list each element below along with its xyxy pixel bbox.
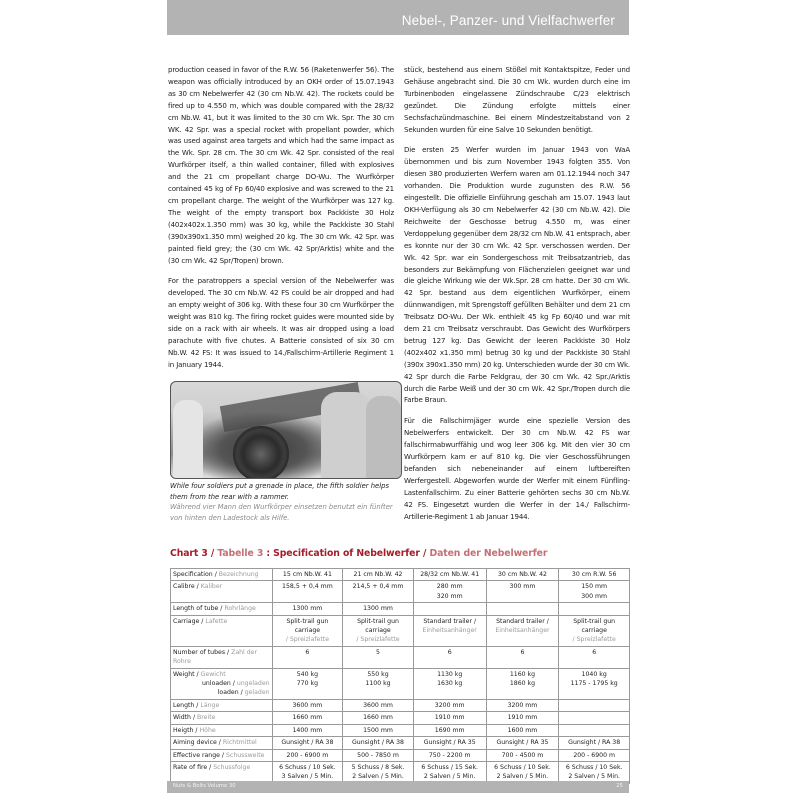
table-cell: 6 (413, 646, 486, 668)
table-cell: Gunsight / RA 38 (272, 737, 343, 749)
table-cell: 1130 kg 1630 kg (413, 668, 486, 699)
table-cell: 6 Schuss / 10 Sek. 3 Salven / 5 Min. (272, 761, 343, 783)
wheel-shape (233, 426, 289, 479)
table-cell: 30 cm R.W. 56 (559, 569, 630, 581)
table-cell: 28/32 cm Nb.W. 41 (413, 569, 486, 581)
header-bar (167, 0, 629, 35)
row-label: Weight / Gewicht unloaden / ungeladen loaden / geladen (171, 668, 273, 699)
table-cell: 5 (343, 646, 414, 668)
title-de-part: Tabelle 3 (217, 548, 264, 559)
table-cell: Standard trailer / Einheitsanhänger (486, 615, 559, 646)
page-number: 25 (616, 783, 623, 789)
table-cell: Gunsight / RA 35 (486, 737, 559, 749)
title-sep: / (207, 548, 218, 559)
table-cell: Split-trail gun carriage / Spreizlafette (343, 615, 414, 646)
table-row (171, 761, 630, 783)
title-sep: / (419, 548, 430, 559)
table-cell: 5 Schuss / 8 Sek. 2 Salven / 5 Min. (343, 761, 414, 783)
table-cell: 6 Schuss / 10 Sek. 2 Salven / 5 Min. (486, 761, 559, 783)
table-cell (559, 603, 630, 615)
table-row (171, 646, 630, 668)
table-cell: Standard trailer / Einheitsanhänger (413, 615, 486, 646)
caption-german: Während vier Mann den Wurfkörper einsetzen benutzt ein fünfter von hinten den Ladestock als Hilfe. (170, 503, 393, 522)
table-cell (486, 603, 559, 615)
title-colon: : (263, 548, 274, 559)
table-cell: 700 - 4500 m (486, 749, 559, 761)
row-label: Width / Breite (171, 712, 273, 724)
table-row (171, 724, 630, 736)
soldier-figure (366, 396, 401, 478)
table-row (171, 603, 630, 615)
table-cell: 15 cm Nb.W. 41 (272, 569, 343, 581)
table-cell: 500 - 7850 m (343, 749, 414, 761)
table-row (171, 737, 630, 749)
table-cell: 540 kg 770 kg (272, 668, 343, 699)
paragraph: For the paratroppers a special version of the Nebelwerfer was developed. The 30 cm Nb.W. 42 FS could be air dropped and had an empty weight of 306 kg. With these four 30 cm Wurfkörper the weight was 810 kg. The firing rocket guides were mounted side by side on a rack with air wheels. It was air dropped using a load parachute with five chutes. A Batterie consisted of six 30 cm Nb.W. 42 FS: It was issued to 14./Fallschirm-Artillerie Regiment 1 in January 1944. (168, 276, 394, 369)
chapter-title: Nebel-, Panzer- und Vielfachwerfer (401, 13, 615, 28)
table-cell: Split-trail gun carriage / Spreizlafette (272, 615, 343, 646)
table-cell: 280 mm 320 mm (413, 581, 486, 603)
table-cell: 1400 mm (272, 724, 343, 736)
title-de-part: Daten der Nebelwerfer (429, 548, 548, 559)
table-row (171, 569, 630, 581)
table-row (171, 581, 630, 603)
table-cell: Gunsight / RA 35 (413, 737, 486, 749)
table-cell: 150 mm 300 mm (559, 581, 630, 603)
table-cell: 1660 mm (272, 712, 343, 724)
table-cell: 3600 mm (343, 699, 414, 711)
table-cell: 6 (272, 646, 343, 668)
table-cell: 214,5 + 0,4 mm (343, 581, 414, 603)
spec-table (170, 568, 630, 784)
row-label: Heigth / Höhe (171, 724, 273, 736)
table-cell: Gunsight / RA 38 (559, 737, 630, 749)
table-cell: 30 cm Nb.W. 42 (486, 569, 559, 581)
title-en-part: Chart 3 (170, 548, 208, 559)
table-cell: 200 - 6900 m (272, 749, 343, 761)
soldier-figure (321, 392, 371, 478)
table-row (171, 668, 630, 699)
table-row (171, 615, 630, 646)
row-label: Carriage / Lafette (171, 615, 273, 646)
table-cell: 158,5 + 0,4 mm (272, 581, 343, 603)
right-text-column (404, 64, 630, 532)
table-cell: 1300 mm (343, 603, 414, 615)
row-label: Rate of fire / Schussfolge (171, 761, 273, 783)
table-row (171, 699, 630, 711)
table-cell: 6 (559, 646, 630, 668)
table-cell: 200 - 6900 m (559, 749, 630, 761)
row-label: Effective range / Schussweite (171, 749, 273, 761)
table-cell: 550 kg 1100 kg (343, 668, 414, 699)
table-row (171, 749, 630, 761)
table-cell: 21 cm Nb.W. 42 (343, 569, 414, 581)
row-label: Length of tube / Rohrlänge (171, 603, 273, 615)
caption-english: While four soldiers put a grenade in place, the fifth soldier helps them from the rear with a rammer. (170, 482, 389, 501)
table-row (171, 712, 630, 724)
table-cell (559, 724, 630, 736)
table-cell: 6 Schuss / 10 Sek. 2 Salven / 5 Min. (559, 761, 630, 783)
row-label: Length / Länge (171, 699, 273, 711)
left-text-column (168, 64, 394, 380)
photo-caption (170, 481, 402, 523)
table-cell: 750 - 2200 m (413, 749, 486, 761)
paragraph: Für die Fallschirmjäger wurde eine spezielle Version des Nebelwerfers entwickelt. Der 30 cm Nb.W. 42 FS war fallschirmabwurffähig und wog leer 306 kg. Mit den vier 30 cm Wurfkörpern kam er auf 810 kg. Die vier Geschossführungen befanden sich nebeneinander auf einem luftbereiften Werfergestell. Abgeworfen wurde der Werfer mit einem Fünfling-Lastenfallschirm. Zu einer Batterie gehörten sechs 30 cm Nb.W. 42 FS. Eingesetzt wurden die Werfer in der 14./ Fallschirm-Artillerie-Regiment 1 ab Januar 1944. (404, 416, 630, 521)
table-cell: 3600 mm (272, 699, 343, 711)
table-cell: Gunsight / RA 38 (343, 737, 414, 749)
table-cell: 1600 mm (486, 724, 559, 736)
table-cell: 300 mm (486, 581, 559, 603)
table-cell: 1040 kg 1175 - 1795 kg (559, 668, 630, 699)
table-cell (559, 712, 630, 724)
table-cell (413, 603, 486, 615)
table-cell: 3200 mm (486, 699, 559, 711)
title-en-part: Specification of Nebelwerfer (273, 548, 420, 559)
paragraph: production ceased in favor of the R.W. 56 (Raketenwerfer 56). The weapon was officially introduced by an OKH order of 15.07.1943 as 30 cm Nebelwerfer 42 (30 cm Nb.W. 42). The rockets could be fired up to 4.550 m, which was double compared with the 28/32 cm Nb.W. 41, but it was limited to the 30 cm Wk. Spr. The 30 cm WK. 42 Spr. was a special rocket with propellant powder, which was used against area targets and which had the same impact as the Wk. Spr. 28 cm. The 30 cm Wk. 42 Spr. consisted of the real Wurfkörper itself, a thin walled container, filled with explosives and the 21 cm propellant charge DO-Wu. The Wurfkörper contained 45 kg of Fp 60/40 explosive and was screwed to the 21 cm propellant charge. The weight of the Wurfkörper was 127 kg. The weight of the empty transport box Packkiste 30 Holz (402x402x.1.350 mm) was 30 kg, while the Packkiste 30 Stahl (390x390x1.350 mm) weighed 20 kg. The 30 cm Wk. 42 Spr. was painted field grey; the (30 cm Wk. 42 Spr/Arktis) white and the (30 cm Wk. 42 Spr/Tropen) brown. (168, 65, 394, 265)
table-cell: 6 Schuss / 15 Sek. 2 Salven / 5 Min. (413, 761, 486, 783)
table-cell: 1910 mm (486, 712, 559, 724)
row-label: Calibre / Kaliber (171, 581, 273, 603)
table-title (170, 548, 547, 559)
row-label: Specification / Bezeichnung (171, 569, 273, 581)
table-cell: Split-trail gun carriage / Spreizlafette (559, 615, 630, 646)
table-cell: 1300 mm (272, 603, 343, 615)
table-cell (559, 699, 630, 711)
soldier-figure (173, 400, 203, 478)
historical-photo (170, 381, 402, 479)
footer-bar (167, 781, 629, 793)
table-cell: 1690 mm (413, 724, 486, 736)
row-label: Number of tubes / Zahl der Rohre (171, 646, 273, 668)
table-cell: 1660 mm (343, 712, 414, 724)
paragraph: stück, bestehend aus einem Stößel mit Kontaktspitze, Feder und Gehäuse angebracht sind. Die 30 cm Wk. wurden durch eine im Turbinenboden eingelassene Zündschraube C/23 elektrisch gezündet. Die Zündung erfolgte mittels einer Sechsfachzündmaschine. Bei einem Mindestzeitabstand von 2 Sekunden wurden für eine Salve 10 Sekunden benötigt. (404, 65, 630, 134)
table-cell: 1910 mm (413, 712, 486, 724)
table-cell: 1500 mm (343, 724, 414, 736)
paragraph: Die ersten 25 Werfer wurden im Januar 1943 von WaA übernommen und bis zum November 1943 folgten 355. Von diesen 380 produzierten Werfern waren am 01.12.1944 noch 347 vorhanden. Die Produktion wurde zugunsten des R.W. 56 eingestellt. Die offizielle Einführung geschah am 15.07. 1943 laut OKH-Verfügung als 30 cm Nebelwerfer 42 (30 cm Nb.W. 42). Die Reichweite der Geschosse betrug 4.550 m, was einer Verdoppelung gegenüber dem 28/32 cm Nb.W. 41 entsprach, aber es konnte nur der 30 cm Wk. 42 Spr. verschossen werden. Der Wk. 42 Spr. war ein Sondergeschoss mit Treibsatzantrieb, das besonders zur Bekämpfung von Flächenzielen geeignet war und die gleiche Wirkung wie der Wk.Spr. 28 cm hatte. Der 30 cm Wk. 42 Spr. bestand aus dem eigentlichen Wurfkörper, einem dünnwandigen, mit Sprengstoff gefüllten Behälter und dem 21 cm Treibsatz DO-Wu. Der Wk. enthielt 45 kg Fp 60/40 und war mit dem 21 cm Treibsatz verschraubt. Das Gewicht des Wurfkörpers betrug 127 kg. Das Gewicht der leeren Packkiste 30 Holz (402x402 x1.350 mm) betrug 30 kg und der Packkiste 30 Stahl (390x 390x1.350 mm) 20 kg. Unterschieden wurde der 30 cm Wk. 42 Spr durch die Farbe Feldgrau, der 30 cm Wk. 42 Spr./Arktis durch die Farbe Weiß und der 30 cm Wk. 42 Spr./Tropen durch die Farbe Braun. (404, 145, 630, 405)
publication-name: Nuts & Bolts Volume 30 (173, 783, 236, 789)
table-cell: 6 (486, 646, 559, 668)
table-cell: 3200 mm (413, 699, 486, 711)
row-label: Aiming device / Richtmittel (171, 737, 273, 749)
table-cell: 1160 kg 1860 kg (486, 668, 559, 699)
